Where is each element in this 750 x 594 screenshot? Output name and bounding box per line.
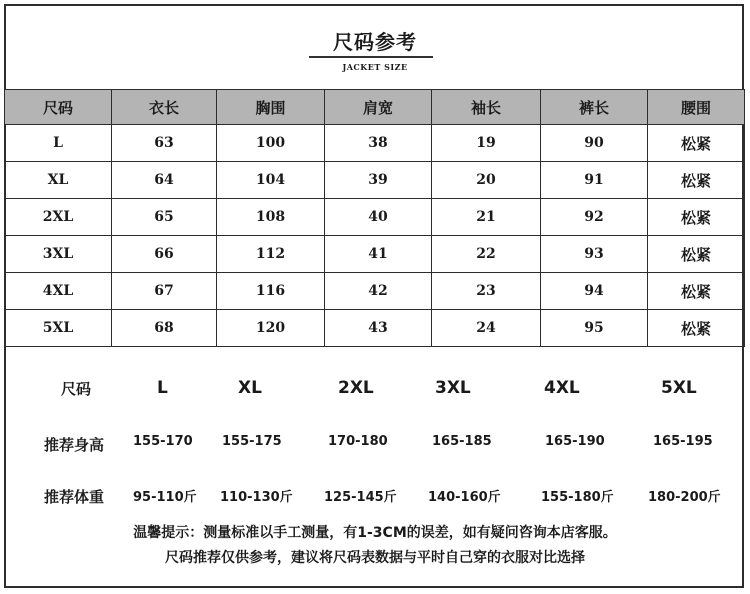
table-cell: 39 bbox=[325, 162, 432, 199]
table-cell: 64 bbox=[112, 162, 217, 199]
table-cell: 松紧 bbox=[648, 236, 745, 273]
recommend-height: 165-195 bbox=[653, 434, 713, 449]
recommend-height: 165-185 bbox=[432, 434, 492, 449]
table-cell: 112 bbox=[217, 236, 325, 273]
recommend-size: L bbox=[157, 378, 168, 398]
recommend-height: 165-190 bbox=[545, 434, 605, 449]
table-cell: L bbox=[5, 125, 112, 162]
table-cell: 66 bbox=[112, 236, 217, 273]
notice-text: 温馨提示：测量标准以手工测量，有1-3CM的误差，如有疑问咨询本店客服。 bbox=[133, 525, 617, 541]
recommend-weight: 95-110斤 bbox=[133, 490, 197, 505]
chart-title: 尺码参考 bbox=[333, 30, 417, 54]
recommend-height: 170-180 bbox=[328, 434, 388, 449]
recommend-size: XL bbox=[238, 378, 262, 398]
table-cell: 38 bbox=[325, 125, 432, 162]
recommend-size-label: 尺码 bbox=[61, 380, 92, 398]
table-cell: 松紧 bbox=[648, 125, 745, 162]
header-length: 衣长 bbox=[112, 90, 217, 125]
table-cell: 116 bbox=[217, 273, 325, 310]
table-cell: 92 bbox=[541, 199, 648, 236]
table-cell: 40 bbox=[325, 199, 432, 236]
table-cell: 100 bbox=[217, 125, 325, 162]
recommend-weight: 110-130斤 bbox=[220, 490, 293, 505]
table-cell: 松紧 bbox=[648, 199, 745, 236]
recommend-weight-row bbox=[4, 486, 744, 516]
recommend-height: 155-175 bbox=[222, 434, 282, 449]
recommend-size: 4XL bbox=[544, 378, 580, 398]
table-cell: 65 bbox=[112, 199, 217, 236]
recommend-weight-label: 推荐体重 bbox=[44, 488, 105, 506]
table-header-row bbox=[5, 90, 745, 125]
table-cell: 108 bbox=[217, 199, 325, 236]
recommend-size: 3XL bbox=[435, 378, 471, 398]
table-cell: 91 bbox=[541, 162, 648, 199]
recommend-weight: 180-200斤 bbox=[648, 490, 721, 505]
recommend-weight: 140-160斤 bbox=[428, 490, 501, 505]
header-pants-length: 裤长 bbox=[541, 90, 648, 125]
table-cell: 23 bbox=[432, 273, 541, 310]
table-cell: 41 bbox=[325, 236, 432, 273]
header-sleeve: 袖长 bbox=[432, 90, 541, 125]
table-row bbox=[5, 310, 745, 347]
header-shoulder: 肩宽 bbox=[325, 90, 432, 125]
table-cell: 20 bbox=[432, 162, 541, 199]
table-cell: 42 bbox=[325, 273, 432, 310]
table-row bbox=[5, 273, 745, 310]
header-size: 尺码 bbox=[5, 90, 112, 125]
table-cell: 松紧 bbox=[648, 162, 745, 199]
recommend-height-label: 推荐身高 bbox=[44, 436, 105, 454]
notice-text: 尺码推荐仅供参考，建议将尺码表数据与平时自己穿的衣服对比选择 bbox=[165, 550, 585, 566]
table-row bbox=[5, 162, 745, 199]
header-chest: 胸围 bbox=[217, 90, 325, 125]
table-cell: 68 bbox=[112, 310, 217, 347]
table-cell: 120 bbox=[217, 310, 325, 347]
table-cell: 22 bbox=[432, 236, 541, 273]
chart-subtitle: JACKET SIZE bbox=[342, 62, 408, 72]
table-cell: 松紧 bbox=[648, 310, 745, 347]
table-cell: 4XL bbox=[5, 273, 112, 310]
table-row bbox=[5, 125, 745, 162]
table-cell: 43 bbox=[325, 310, 432, 347]
table-cell: 63 bbox=[112, 125, 217, 162]
size-table bbox=[4, 89, 745, 347]
table-cell: 5XL bbox=[5, 310, 112, 347]
recommend-height: 155-170 bbox=[133, 434, 193, 449]
table-cell: 90 bbox=[541, 125, 648, 162]
table-cell: 3XL bbox=[5, 236, 112, 273]
table-cell: 104 bbox=[217, 162, 325, 199]
recommend-height-row bbox=[4, 434, 744, 464]
title-divider bbox=[309, 56, 433, 58]
recommend-size-row bbox=[4, 378, 744, 408]
table-cell: 松紧 bbox=[648, 273, 745, 310]
table-cell: 19 bbox=[432, 125, 541, 162]
table-row bbox=[5, 236, 745, 273]
table-cell: 93 bbox=[541, 236, 648, 273]
table-cell: 94 bbox=[541, 273, 648, 310]
recommend-size: 2XL bbox=[338, 378, 374, 398]
table-cell: 24 bbox=[432, 310, 541, 347]
recommend-weight: 155-180斤 bbox=[541, 490, 614, 505]
table-cell: 95 bbox=[541, 310, 648, 347]
table-cell: XL bbox=[5, 162, 112, 199]
table-cell: 2XL bbox=[5, 199, 112, 236]
table-cell: 21 bbox=[432, 199, 541, 236]
recommend-weight: 125-145斤 bbox=[324, 490, 397, 505]
header-waist: 腰围 bbox=[648, 90, 745, 125]
table-row bbox=[5, 199, 745, 236]
recommend-size: 5XL bbox=[661, 378, 697, 398]
table-cell: 67 bbox=[112, 273, 217, 310]
